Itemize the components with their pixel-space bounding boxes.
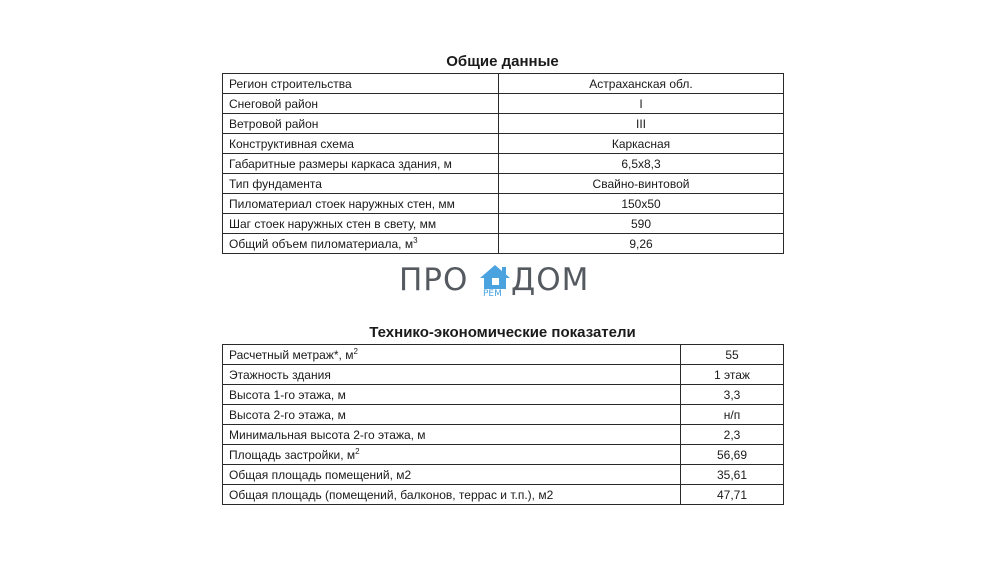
row-label: Регион строительства: [223, 74, 499, 94]
general-data-title: Общие данные: [446, 53, 559, 70]
row-label: Шаг стоек наружных стен в свету, мм: [223, 214, 499, 234]
row-value: 2,3: [681, 425, 784, 445]
row-label: Общий объем пиломатериала, $м^3$: [223, 234, 499, 254]
table-row: [223, 74, 784, 94]
table-row: [223, 214, 784, 234]
row-value: Каркасная: [499, 134, 784, 154]
table-row: [223, 174, 784, 194]
row-label: Высота 2-го этажа, м: [223, 405, 681, 425]
unit-superscript: 2: [353, 346, 358, 356]
row-value: III: [499, 114, 784, 134]
row-label: Высота 1-го этажа, м: [223, 385, 681, 405]
unit-superscript: 2: [355, 446, 360, 456]
row-label: Тип фундамента: [223, 174, 499, 194]
table-row: [223, 114, 784, 134]
row-value: I: [499, 94, 784, 114]
general-data-table: [222, 73, 784, 254]
row-value: 1 этаж: [681, 365, 784, 385]
row-value: 6,5х8,3: [499, 154, 784, 174]
table-row: [223, 234, 784, 254]
table-row: [223, 134, 784, 154]
table-row: [223, 445, 784, 465]
table-row: [223, 194, 784, 214]
table-row: [223, 154, 784, 174]
row-value: 47,71: [681, 485, 784, 505]
row-label: Общая площадь помещений, м2: [223, 465, 681, 485]
row-label: Конструктивная схема: [223, 134, 499, 154]
row-label: Площадь застройки, $м^2$: [223, 445, 681, 465]
table-row: [223, 425, 784, 445]
table-row: [223, 405, 784, 425]
row-label: Общая площадь (помещений, балконов, террас и т.п.), м2: [223, 485, 681, 505]
row-value: 150х50: [499, 194, 784, 214]
logo-word-left: ПРО: [399, 262, 469, 298]
row-label: Ветровой район: [223, 114, 499, 134]
logo-word-right: ДОМ: [511, 262, 590, 298]
row-value: 56,69: [681, 445, 784, 465]
row-label: Минимальная высота 2-го этажа, м: [223, 425, 681, 445]
table-row: [223, 94, 784, 114]
row-value: н/п: [681, 405, 784, 425]
row-label: Снеговой район: [223, 94, 499, 114]
row-value: 3,3: [681, 385, 784, 405]
row-value: Астраханская обл.: [499, 74, 784, 94]
row-label: Габаритные размеры каркаса здания, м: [223, 154, 499, 174]
row-value: 590: [499, 214, 784, 234]
table-row: [223, 485, 784, 505]
row-label: Этажность здания: [223, 365, 681, 385]
unit-superscript: 3: [413, 235, 418, 245]
row-label: Пиломатериал стоек наружных стен, мм: [223, 194, 499, 214]
row-value: 55: [681, 345, 784, 365]
prodom-logo: [399, 262, 609, 306]
row-value: Свайно-винтовой: [499, 174, 784, 194]
logo-sub-text: РЕМ: [483, 289, 502, 299]
table-row: [223, 345, 784, 365]
table-row: [223, 385, 784, 405]
row-value: 9,26: [499, 234, 784, 254]
row-label: Расчетный метраж*, $м^2$: [223, 345, 681, 365]
table-row: [223, 465, 784, 485]
row-value: 35,61: [681, 465, 784, 485]
tech-econ-table: [222, 344, 784, 505]
tech-econ-title: Технико-экономические показатели: [369, 324, 636, 341]
table-row: [223, 365, 784, 385]
